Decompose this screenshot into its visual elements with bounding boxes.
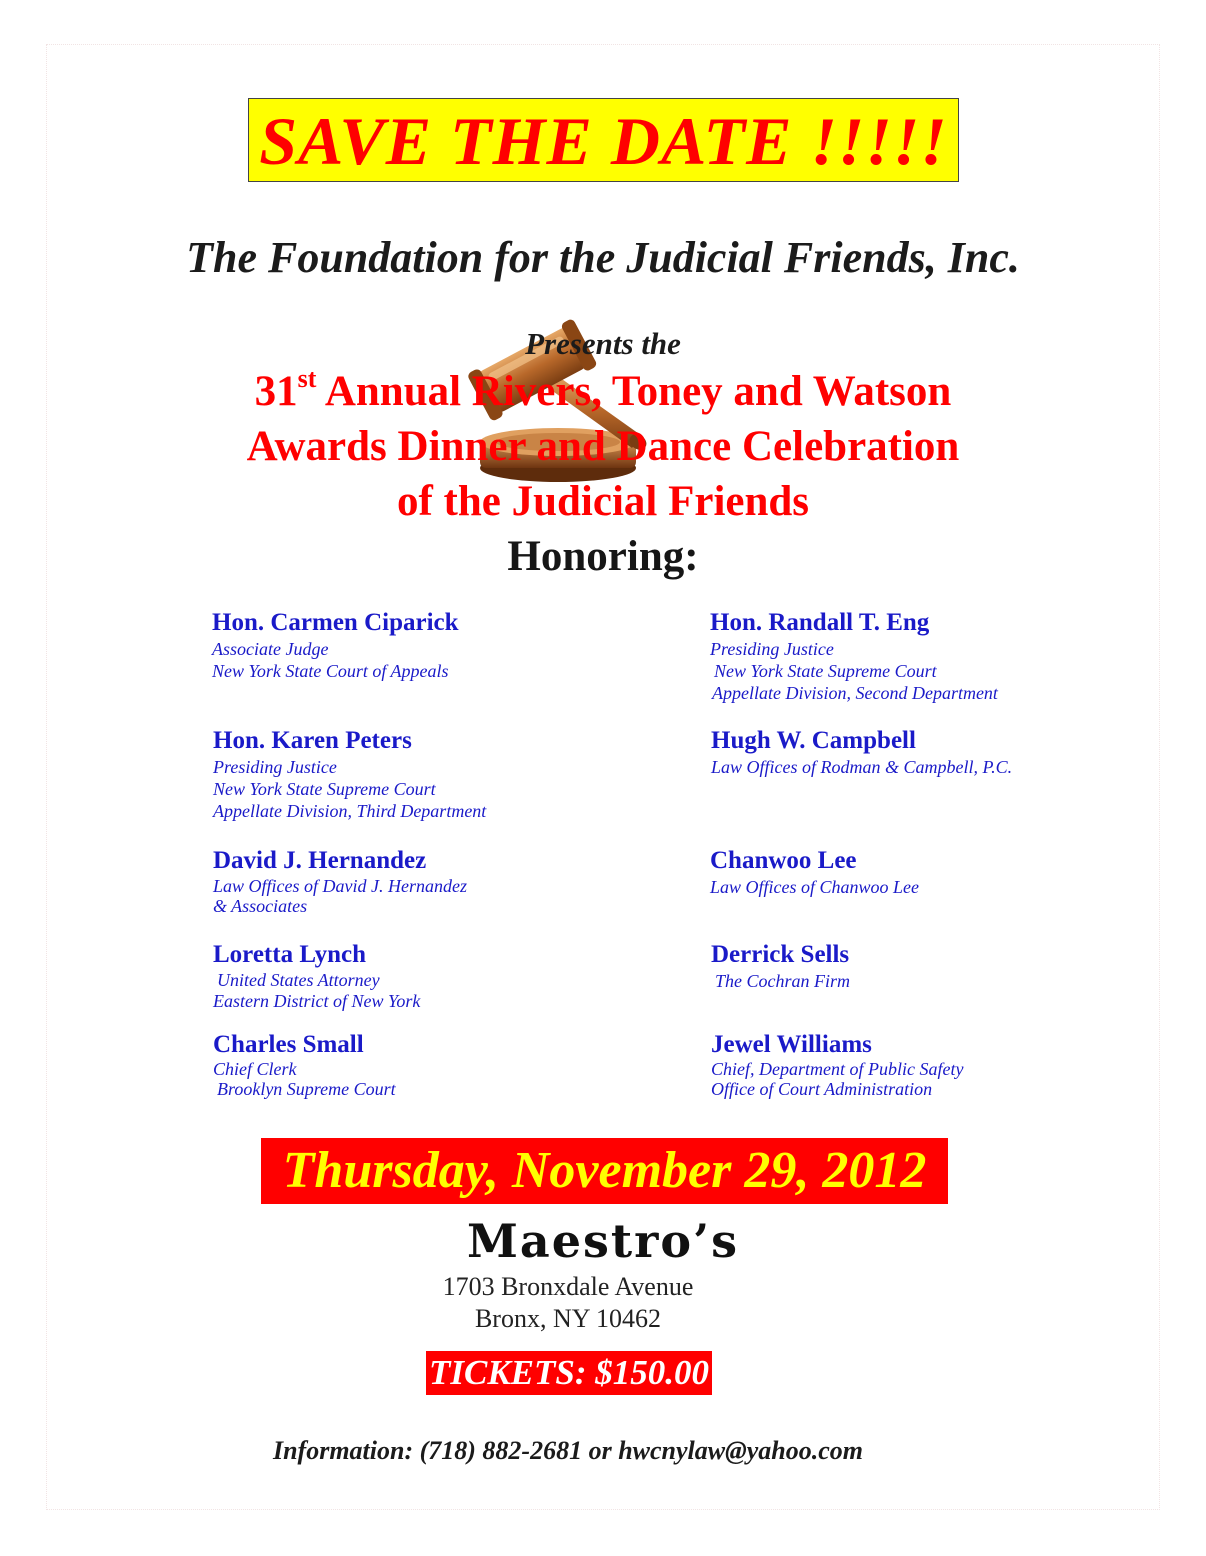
honoree-name: Loretta Lynch: [213, 941, 367, 968]
event-date: Thursday, November 29, 2012: [282, 1142, 927, 1199]
honoree-title: Presiding Justice: [710, 639, 834, 659]
honoree-title: Presiding Justice: [213, 757, 337, 777]
honoree-loretta-lynch: [213, 940, 420, 1012]
honoree-affiliation: Appellate Division, Third Department: [213, 801, 487, 821]
honoree-david-hernandez: [213, 846, 467, 916]
honoree-randall-eng: [710, 608, 998, 704]
honoree-chanwoo-lee: [710, 846, 919, 898]
honoree-affiliation: New York State Court of Appeals: [212, 661, 449, 681]
honoree-affiliation: Brooklyn Supreme Court: [217, 1079, 396, 1099]
honoree-affiliation: Appellate Division, Second Department: [712, 683, 998, 703]
honoree-affiliation: The Cochran Firm: [715, 971, 850, 991]
event-ordinal-suffix: st: [297, 364, 317, 393]
honoree-affiliation: Eastern District of New York: [213, 991, 421, 1011]
honoree-affiliation: Law Offices of Rodman & Campbell, P.C.: [711, 757, 1013, 777]
honoree-derrick-sells: [711, 940, 850, 992]
tickets-banner: [426, 1351, 712, 1395]
venue-address-line-2: Bronx, NY 10462: [474, 1304, 662, 1333]
honoree-name: Jewel Williams: [711, 1031, 872, 1058]
save-the-date-text: SAVE THE DATE !!!!!: [259, 103, 948, 179]
contact-information: Information: (718) 882-2681 or hwcnylaw@yahoo.com: [272, 1436, 864, 1465]
event-title: [0, 364, 1206, 529]
honoree-name: Hugh W. Campbell: [711, 727, 916, 754]
honoree-name: Hon. Carmen Ciparick: [212, 609, 459, 636]
honoree-title: Chief Clerk: [213, 1059, 297, 1079]
honoree-affiliation: New York State Supreme Court: [714, 661, 937, 681]
honoree-carmen-ciparick: [212, 608, 459, 682]
event-title-line-1-rest: Annual Rivers, Toney and Watson: [316, 368, 952, 415]
honoree-charles-small: [213, 1031, 396, 1099]
honoree-affiliation: Law Offices of Chanwoo Lee: [710, 877, 920, 897]
honoree-title: Associate Judge: [212, 639, 329, 659]
honoree-affiliation: New York State Supreme Court: [213, 779, 436, 799]
event-title-line-1: [0, 364, 1206, 419]
honoree-affiliation: & Associates: [213, 896, 308, 916]
honoree-name: David J. Hernandez: [213, 847, 427, 874]
event-date-banner: [261, 1138, 948, 1204]
tickets-price: TICKETS: $150.00: [428, 1353, 710, 1392]
honoree-title: United States Attorney: [217, 970, 380, 990]
event-title-line-3: of the Judicial Friends: [396, 478, 810, 525]
honoring-heading: Honoring:: [507, 533, 699, 580]
honoree-name: Chanwoo Lee: [710, 847, 857, 874]
honoree-karen-peters: [213, 726, 486, 822]
honoree-name: Derrick Sells: [711, 941, 850, 968]
honoree-affiliation: Law Offices of David J. Hernandez: [213, 876, 467, 896]
save-the-date-banner: [248, 98, 959, 182]
honoree-name: Charles Small: [213, 1031, 364, 1058]
event-title-line-2: Awards Dinner and Dance Celebration: [246, 423, 960, 470]
organization-name: The Foundation for the Judicial Friends, Inc.: [186, 233, 1020, 282]
honoree-affiliation: Office of Court Administration: [711, 1079, 933, 1099]
honoree-jewel-williams: [711, 1031, 963, 1099]
venue-name: Maestro’s: [467, 1214, 739, 1268]
honoree-hugh-campbell: [711, 726, 1012, 778]
venue-address-line-1: 1703 Bronxdale Avenue: [442, 1272, 694, 1301]
presents-line: Presents the: [525, 326, 681, 361]
honoree-name: Hon. Karen Peters: [213, 727, 412, 754]
honoree-title: Chief, Department of Public Safety: [711, 1059, 964, 1079]
event-ordinal-number: 31: [254, 368, 298, 415]
honoree-name: Hon. Randall T. Eng: [710, 609, 930, 636]
